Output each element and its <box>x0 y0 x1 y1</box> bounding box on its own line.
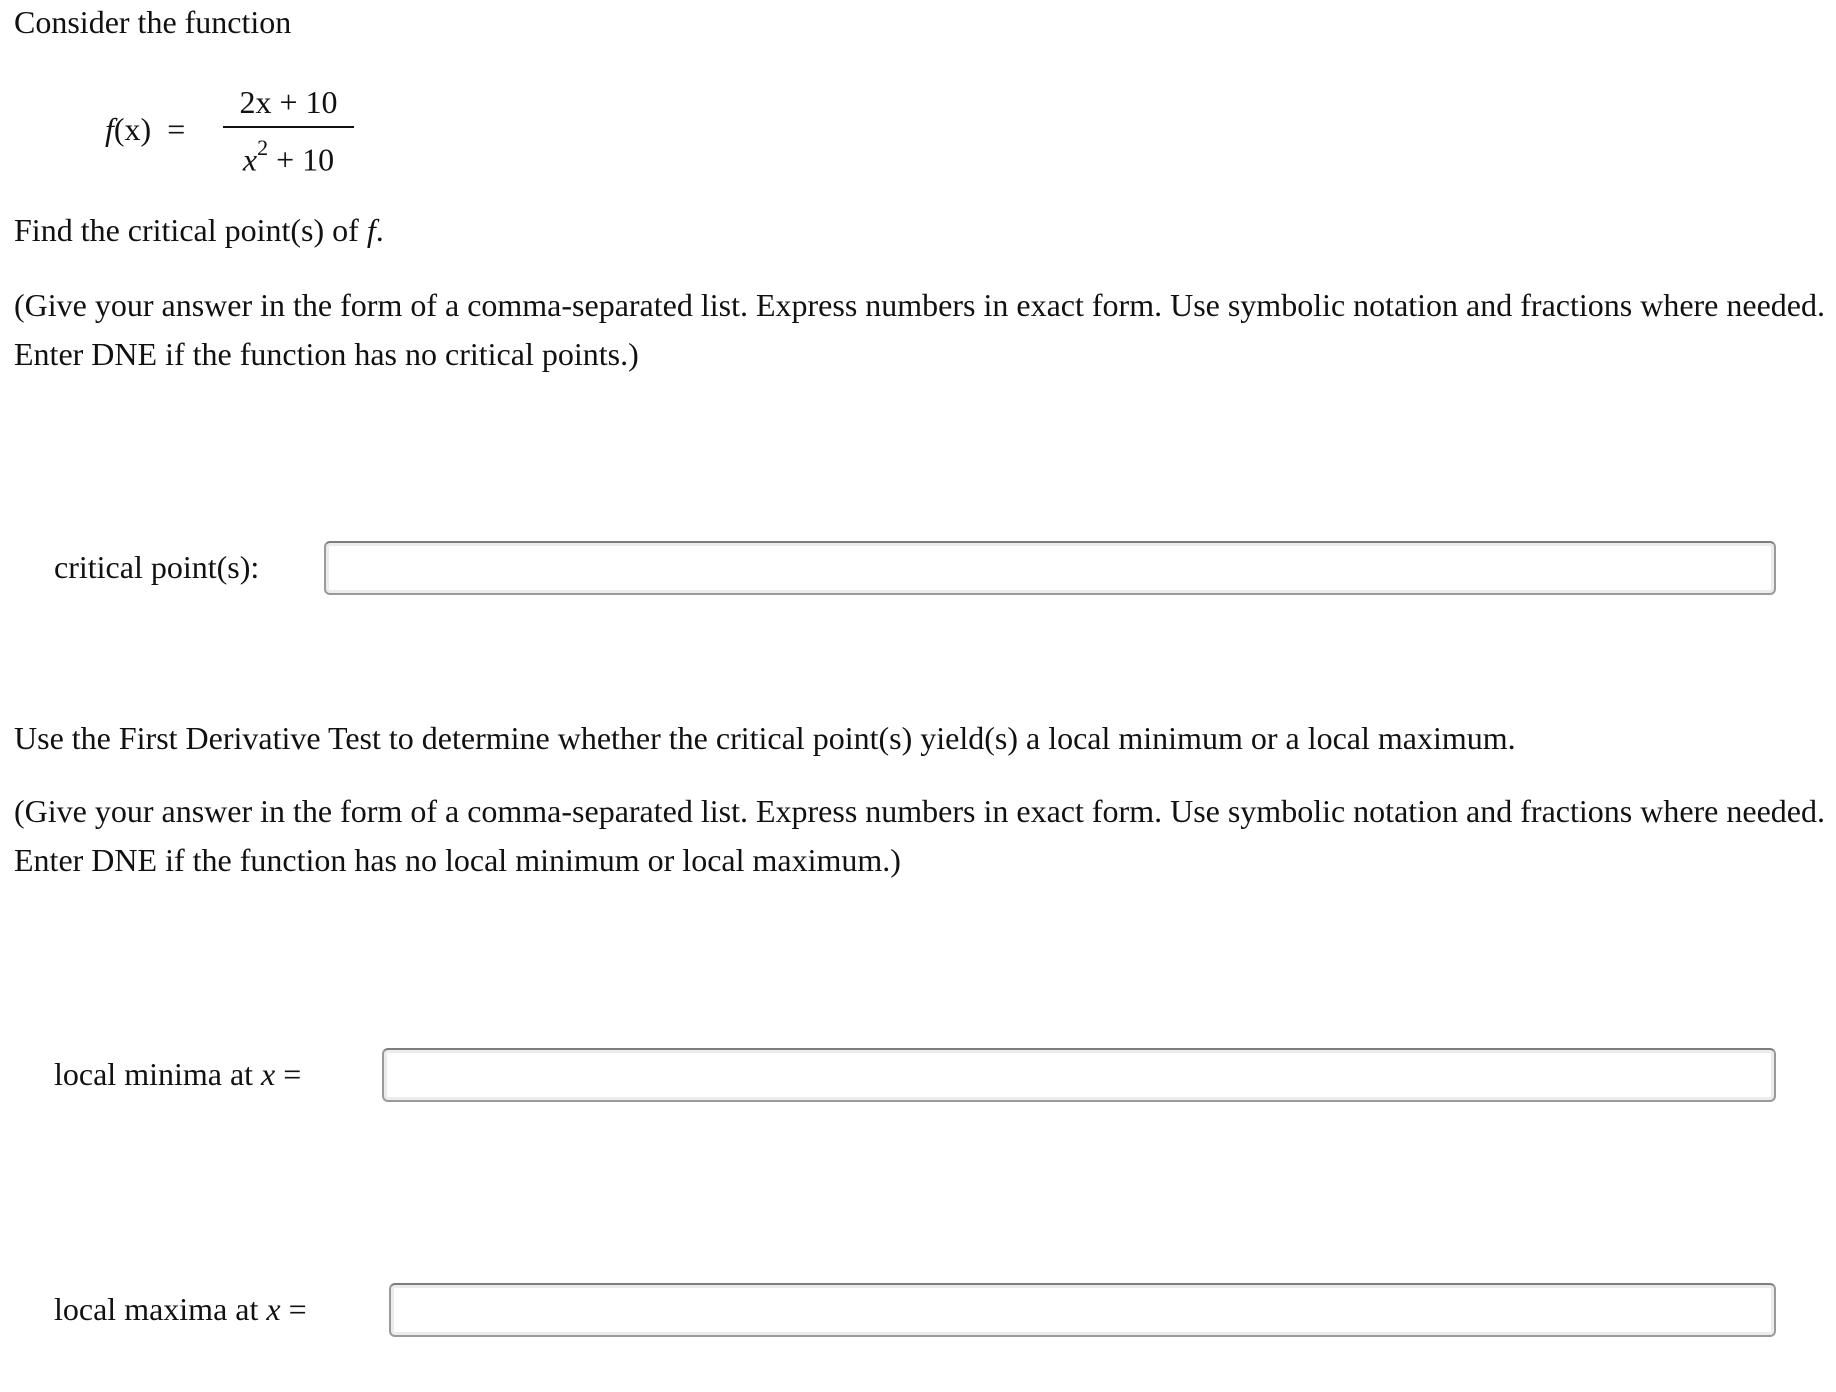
local-minima-var: x <box>261 1056 276 1092</box>
fraction <box>223 78 354 176</box>
local-maxima-eq: = <box>280 1291 307 1327</box>
equation-lhs <box>105 109 185 151</box>
local-maxima-label-text: local maxima at <box>54 1291 267 1327</box>
critical-points-input[interactable] <box>324 541 1776 595</box>
question1-prompt-var: f <box>366 212 376 248</box>
question2-prompt: Use the First Derivative Test to determine whether the critical point(s) yield(s) a local minimum or a local maximum. <box>14 720 1516 756</box>
equation-lhs-rest: (x) = <box>113 111 186 147</box>
fraction-denominator <box>223 128 354 176</box>
function-name: f <box>105 111 114 147</box>
local-minima-eq: = <box>275 1056 302 1092</box>
local-maxima-var: x <box>266 1291 281 1327</box>
fraction-numerator: 2x + 10 <box>239 84 338 120</box>
question1-instructions: (Give your answer in the form of a comma-separated list. Express numbers in exact form. Use symbolic notation and fractions where needed. Enter DNE if the function has no critical points.) <box>14 287 1825 372</box>
local-minima-label-text: local minima at <box>54 1056 262 1092</box>
question2-instructions: (Give your answer in the form of a comma-separated list. Express numbers in exact form. Use symbolic notation and fractions where needed. Enter DNE if the function has no local minimum or local maximum.) <box>14 793 1825 878</box>
denominator-variable: x <box>242 141 258 178</box>
question1-prompt-end: . <box>375 212 384 248</box>
local-minima-label <box>54 1054 301 1096</box>
question1-prompt-text: Find the critical point(s) of <box>14 212 367 248</box>
denominator-rest: + 10 <box>268 141 335 178</box>
critical-points-label: critical point(s): <box>54 549 260 585</box>
local-maxima-input[interactable] <box>389 1283 1776 1337</box>
denominator-exponent: 2 <box>257 135 269 160</box>
question1-prompt <box>14 210 384 252</box>
local-maxima-label <box>54 1289 307 1331</box>
intro-text: Consider the function <box>14 4 292 40</box>
local-minima-input[interactable] <box>382 1048 1776 1102</box>
